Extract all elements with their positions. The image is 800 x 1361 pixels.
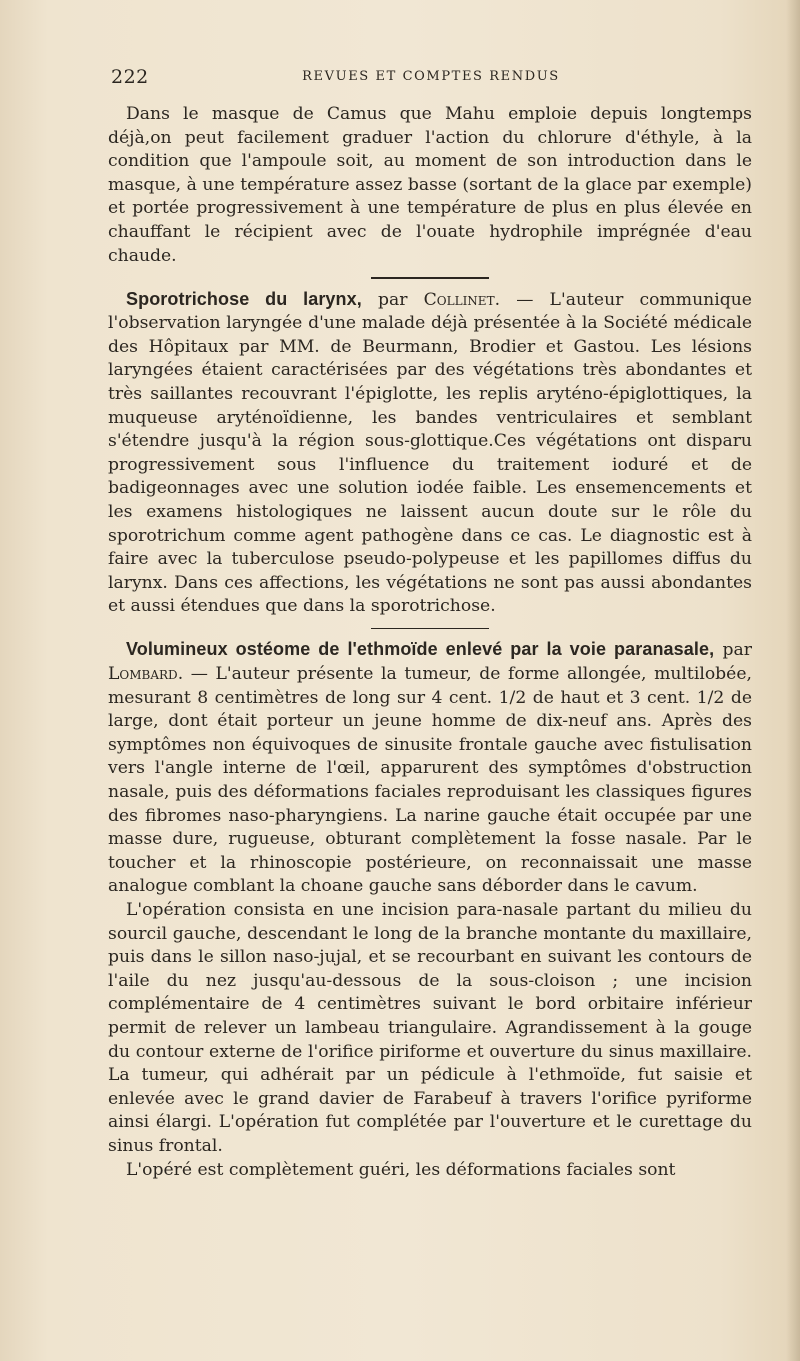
osteome-by: par (714, 640, 752, 661)
osteome-author: Lombard (108, 664, 178, 685)
osteome-title: Volumineux ostéome de l'ethmoïde enlevé par la voie paranasale, (126, 639, 715, 660)
page-header (111, 66, 751, 90)
sporotrichose-by: par (361, 289, 424, 310)
sporotrichose-paragraph (108, 288, 752, 619)
body-text (108, 103, 752, 1182)
section-divider (371, 628, 489, 630)
intro-paragraph: Dans le masque de Camus que Mahu emploie depuis longtemps déjà,on peut facilement graduer l'action du chlorure d'éthyle, à la condition que l'ampoule soit, au moment de son introduction dans le masque, à une température assez basse (sortant de la glace par exemple) et portée progressivement à une température de plus en plus élevée en chauffant le récipient avec de l'ouate hydrophile imprégnée d'eau chaude. (108, 104, 752, 266)
operation-paragraph: L'opération consista en une incision para-nasale partant du milieu du sourcil gauche, descendant le long de la branche montante du maxillaire, puis dans le sillon naso-jujal, et se recourbant en suivant les contours de l'aile du nez jusqu'au-dessous de la sous-cloison ; une incision complémentaire de 4 centimètres suivant le bord orbitaire inférieur permit de relever un lambeau triangulaire. Agrandissement à la gouge du contour externe de l'orifice piriforme et ouverture du sinus maxillaire. La tumeur, qui adhérait par un pédicule à l'ethmoïde, fut saisie et enlevée avec le grand davier de Farabeuf à travers l'orifice pyriforme ainsi élargi. L'opération fut complétée par l'ouverture et le curettage du sinus frontal. (108, 900, 752, 1156)
osteome-paragraph (108, 638, 752, 899)
sporotrichose-author: Collinet (423, 289, 495, 310)
section-divider (371, 277, 489, 279)
sporotrichose-text: . — L'auteur communique l'observation laryngée d'une malade déjà présentée à la Société médicale des Hôpitaux par MM. de Beurmann, Brodier et Gastou. Les lésions laryngées étaient caractérisées par des végétations très abondantes et très saillantes recouvrant l'épiglotte, les replis aryténo-épiglottiques, la muqueuse aryténoïdienne, les bandes ventriculaires et semblant s'étendre jusqu'à la région sous-glottique.Ces végétations ont disparu progressivement sous l'influence du traitement ioduré et de badigeonnages avec une solution iodée faible. Les ensemencements et les examens histologiques ne laissent aucun doute sur le rôle du sporotrichum comme agent pathogène dans ce cas. Le diagnostic est à faire avec la tuberculose pseudo-polypeuse et les papillomes diffus du larynx. Dans ces affections, les végétations ne sont pas aussi abondantes et aussi étendues que dans la sporotrichose. (108, 289, 752, 617)
running-head: REVUES ET COMPTES RENDUS (302, 69, 560, 84)
page-number: 222 (111, 66, 149, 88)
outcome-paragraph: L'opéré est complètement guéri, les déformations faciales sont (126, 1159, 676, 1180)
sporotrichose-title: Sporotrichose du larynx, (126, 288, 362, 309)
osteome-text-1: . — L'auteur présente la tumeur, de forme allongée, multilobée, mesurant 8 centimètres de long sur 4 cent. 1/2 de haut et 3 cent. 1/2 de large, dont était porteur un jeune homme de dix-neuf ans. Après des symptômes non équivoques de sinusite frontale gauche avec fistulisation vers l'angle interne de l'œil, apparurent des symptômes d'obstruction nasale, puis des déformations faciales reproduisant les classiques figures des fibromes naso-pharyngiens. La narine gauche était occupée par une masse dure, rugueuse, obturant complètement la fosse nasale. Par le toucher et la rhinoscopie postérieure, on reconnaissait une masse analogue comblant la choane gauche sans déborder dans le cavum. (108, 664, 752, 897)
page-edge-shadow (786, 0, 800, 1361)
